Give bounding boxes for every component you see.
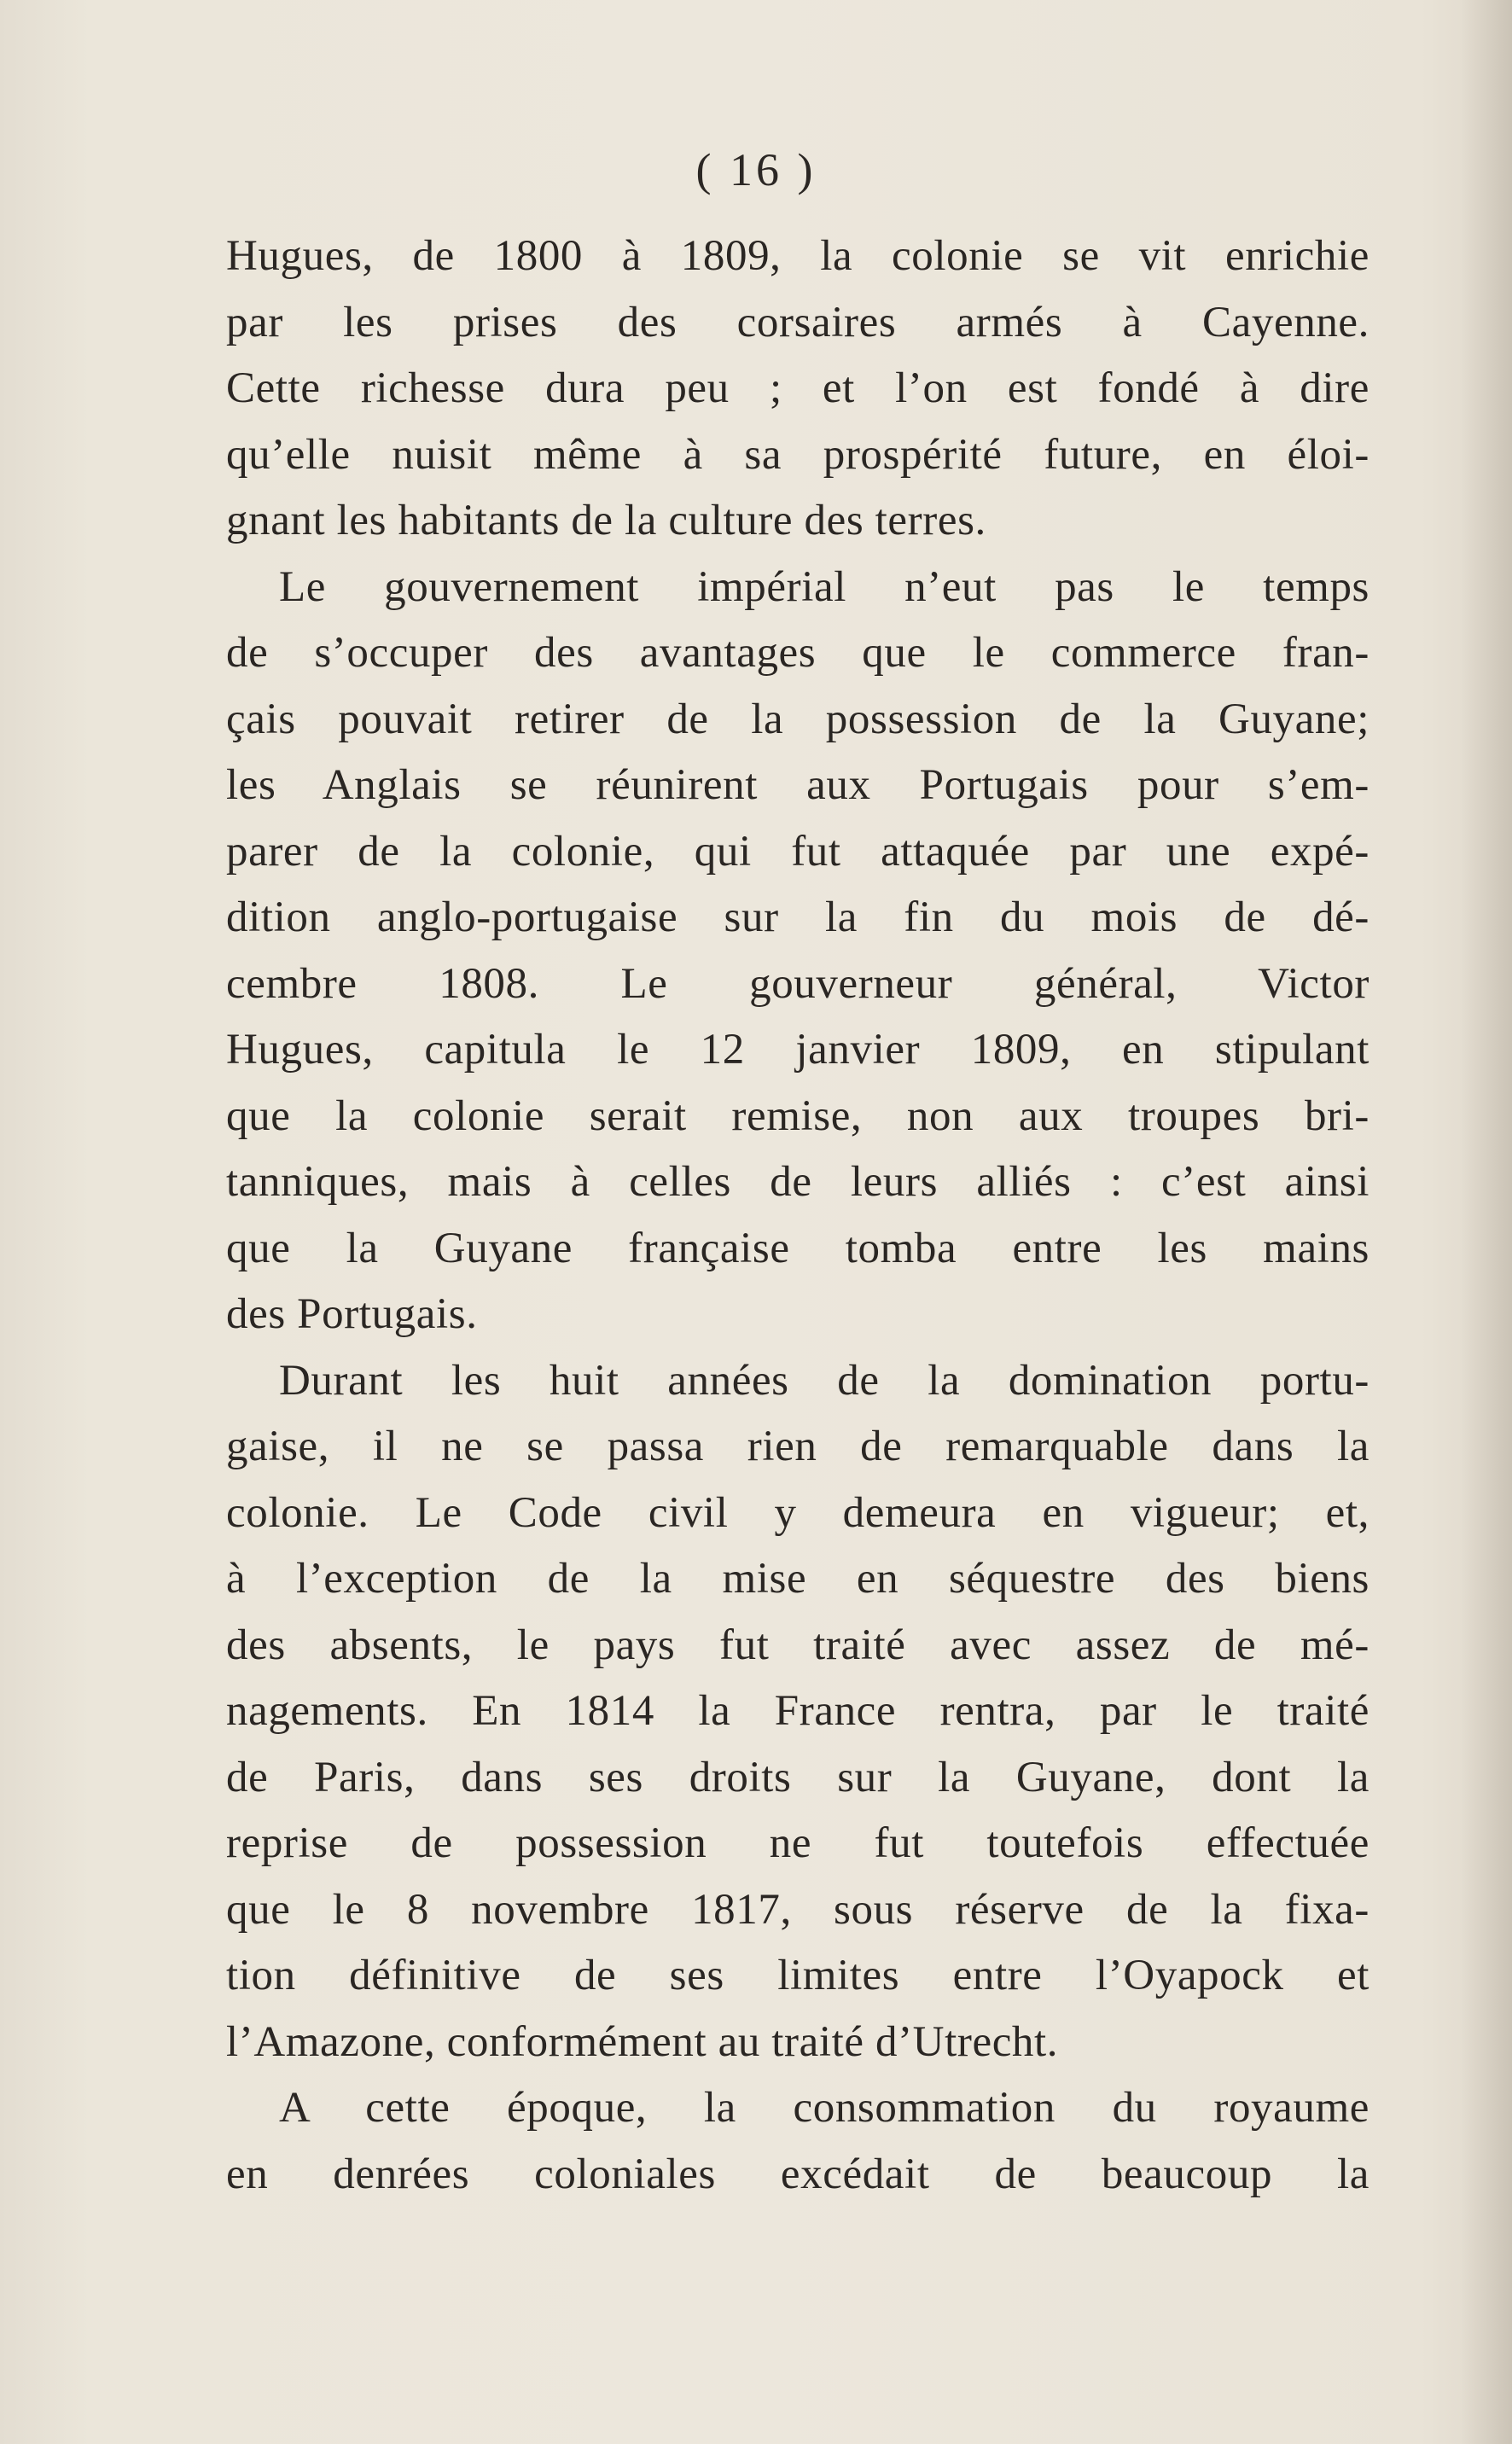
text-line: que la Guyane française tomba entre les mains xyxy=(226,1224,1370,1272)
text-line: tion définitive de ses limites entre l’Oyapock et xyxy=(226,1952,1370,1999)
paragraph-start-line: A cette époque, la consommation du royaume xyxy=(279,2084,1370,2132)
text-line: l’Amazone, conformément au traité d’Utrecht. xyxy=(226,2017,1059,2066)
text-line: les Anglais se réunirent aux Portugais pour s’em- xyxy=(226,761,1370,809)
body-text xyxy=(226,224,1370,2208)
text-line: reprise de possession ne fut toutefois effectuée xyxy=(226,1819,1370,1867)
text-line: qu’elle nuisit même à sa prospérité future, en éloi- xyxy=(226,430,1370,479)
text-line: en denrées coloniales excédait de beaucoup la xyxy=(226,2150,1370,2198)
text-line: tanniques, mais à celles de leurs alliés : c’est ainsi xyxy=(226,1158,1370,1206)
text-line: çais pouvait retirer de la possession de la Guyane; xyxy=(226,695,1370,743)
text-line: à l’exception de la mise en séquestre des biens xyxy=(226,1555,1370,1603)
text-line: que la colonie serait remise, non aux troupes bri- xyxy=(226,1091,1370,1140)
text-line: que le 8 novembre 1817, sous réserve de la fixa- xyxy=(226,1885,1370,1934)
text-line: Cette richesse dura peu ; et l’on est fondé à dire xyxy=(226,364,1370,412)
text-line: colonie. Le Code civil y demeura en vigueur; et, xyxy=(226,1488,1370,1537)
paragraph-start-line: Durant les huit années de la domination portu- xyxy=(279,1356,1370,1405)
text-line: de s’occuper des avantages que le commerce fran- xyxy=(226,629,1370,677)
paragraph-start-line: Le gouvernement impérial n’eut pas le temps xyxy=(279,562,1370,611)
text-line: des absents, le pays fut traité avec assez de mé- xyxy=(226,1621,1370,1669)
text-line: de Paris, dans ses droits sur la Guyane, dont la xyxy=(226,1753,1370,1801)
page-number: ( 16 ) xyxy=(695,144,817,195)
text-line: des Portugais. xyxy=(226,1290,478,1338)
text-line: Hugues, capitula le 12 janvier 1809, en stipulant xyxy=(226,1026,1370,1074)
text-line: cembre 1808. Le gouverneur général, Victor xyxy=(226,959,1370,1008)
text-line: dition anglo-portugaise sur la fin du mois de dé- xyxy=(226,893,1370,941)
text-line: par les prises des corsaires armés à Cayenne. xyxy=(226,298,1370,346)
text-line: gnant les habitants de la culture des terres. xyxy=(226,497,986,544)
text-line: gaise, il ne se passa rien de remarquable dans la xyxy=(226,1423,1370,1470)
text-line: parer de la colonie, qui fut attaquée par une expé- xyxy=(226,827,1370,876)
text-line: Hugues, de 1800 à 1809, la colonie se vit enrichie xyxy=(226,232,1370,280)
page-edge-shadow xyxy=(1461,0,1512,2444)
text-line: nagements. En 1814 la France rentra, par le traité xyxy=(226,1687,1370,1735)
